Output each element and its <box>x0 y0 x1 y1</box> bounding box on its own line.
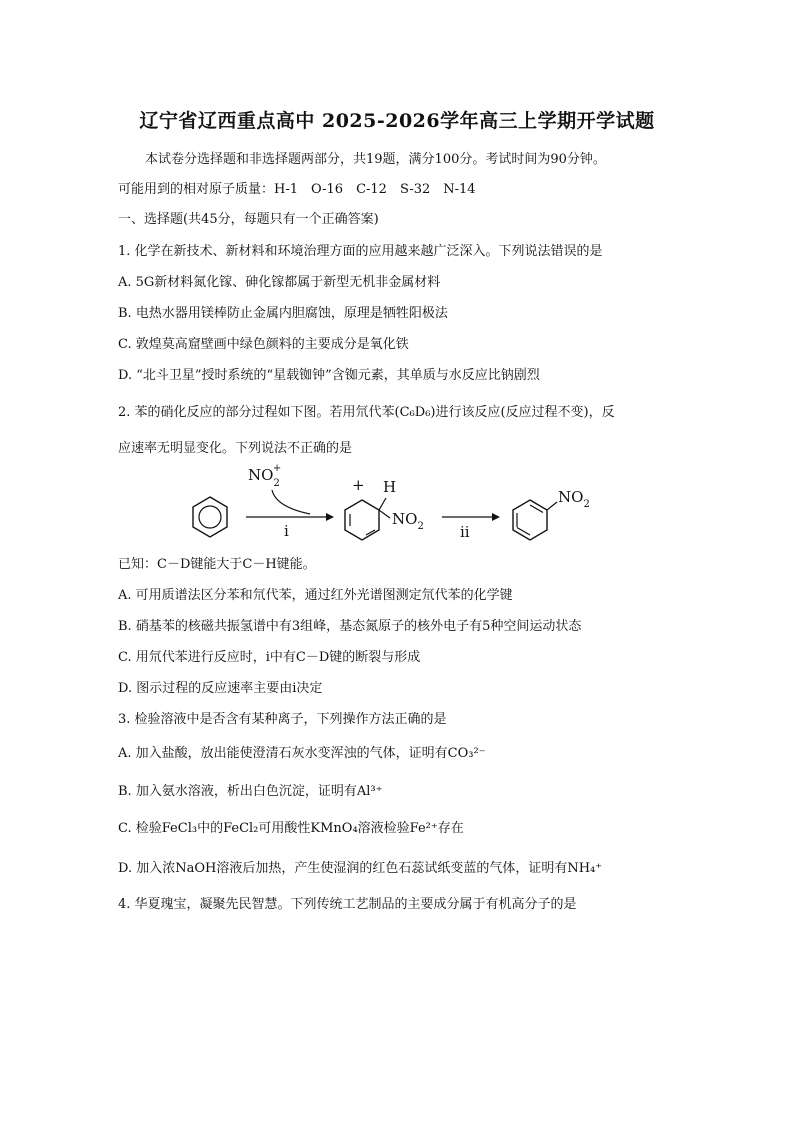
q2-stem-line1: 2. 苯的硝化反应的部分过程如下图。若用氘代苯(C₆D₆)进行该反应(反应过程不变)，反 <box>118 405 615 420</box>
positive-charge: + <box>352 476 365 494</box>
q1-option-d: D. “北斗卫星”授时系统的“星载铷钟”含铷元素，其单质与水反应比钠剧烈 <box>118 368 540 383</box>
q1-stem: 1. 化学在新技术、新材料和环境治理方面的应用越来越广泛深入。下列说法错误的是 <box>118 244 603 259</box>
q1-option-b: B. 电热水器用镁棒防止金属内胆腐蚀，原理是牺牲阳极法 <box>118 306 448 321</box>
exam-intro: 本试卷分选择题和非选择题两部分，共19题，满分100分。考试时间为90分钟。 <box>145 152 606 167</box>
q2-option-d: D. 图示过程的反应速率主要由i决定 <box>118 681 323 696</box>
q1-option-a: A. 5G新材料氮化镓、砷化镓都属于新型无机非金属材料 <box>118 275 441 290</box>
intermediate-no2-sub: 2 <box>417 521 424 532</box>
benzene-structure <box>193 497 227 537</box>
intermediate-no2: NO <box>392 510 418 528</box>
q1-option-c: C. 敦煌莫高窟壁画中绿色颜料的主要成分是氧化铁 <box>118 337 409 352</box>
atomic-mass-line: 可能用到的相对原子质量：H-1 O-16 C-12 S-32 N-14 <box>118 182 476 197</box>
q2-stem-line2: 应速率无明显变化。下列说法不正确的是 <box>118 441 353 456</box>
svg-text:NO2+ <box>248 463 281 489</box>
reagent-no2-charge: + <box>272 463 282 474</box>
q2-option-b: B. 硝基苯的核磁共振氢谱中有3组峰，基态氮原子的核外电子有5种空间运动状态 <box>118 619 582 634</box>
q3-option-c: C. 检验FeCl₃中的FeCl₂可用酸性KMnO₄溶液检验Fe²⁺存在 <box>118 821 464 836</box>
nitrobenzene-structure <box>513 500 557 540</box>
exam-title: 辽宁省辽西重点高中 2025-2026学年高三上学期开学试题 <box>139 110 655 132</box>
step-i-label: i <box>284 522 289 540</box>
q2-option-a: A. 可用质谱法区分苯和氘代苯，通过红外光谱图测定氘代苯的化学键 <box>118 588 513 603</box>
sigma-complex-structure <box>345 498 390 540</box>
product-no2-sub: 2 <box>583 499 590 510</box>
hydrogen-label: H <box>383 478 397 496</box>
reagent-no2-sub: 2 <box>273 478 280 489</box>
q3-option-b: B. 加入氨水溶液，析出白色沉淀，证明有Al³⁺ <box>118 784 383 799</box>
svg-text:NO2 <box>558 488 590 510</box>
q3-option-d: D. 加入浓NaOH溶液后加热，产生使湿润的红色石蕊试纸变蓝的气体，证明有NH₄⁺ <box>118 861 603 876</box>
svg-text:NO2 <box>392 510 424 532</box>
product-no2: NO <box>558 488 584 506</box>
q4-stem: 4. 华夏瑰宝，凝聚先民智慧。下列传统工艺制品的主要成分属于有机高分子的是 <box>118 897 577 912</box>
nitration-scheme <box>180 462 620 554</box>
q2-option-c: C. 用氘代苯进行反应时，i中有C－D键的断裂与形成 <box>118 650 421 665</box>
q3-stem: 3. 检验溶液中是否含有某种离子，下列操作方法正确的是 <box>118 712 447 727</box>
section-heading: 一、选择题(共45分，每题只有一个正确答案) <box>118 212 379 227</box>
q2-known: 已知：C－D键能大于C－H键能。 <box>118 557 316 572</box>
q3-option-a: A. 加入盐酸，放出能使澄清石灰水变浑浊的气体，证明有CO₃²⁻ <box>118 746 486 761</box>
reagent-no2: NO <box>248 466 274 484</box>
step-ii-label: ii <box>460 523 470 541</box>
